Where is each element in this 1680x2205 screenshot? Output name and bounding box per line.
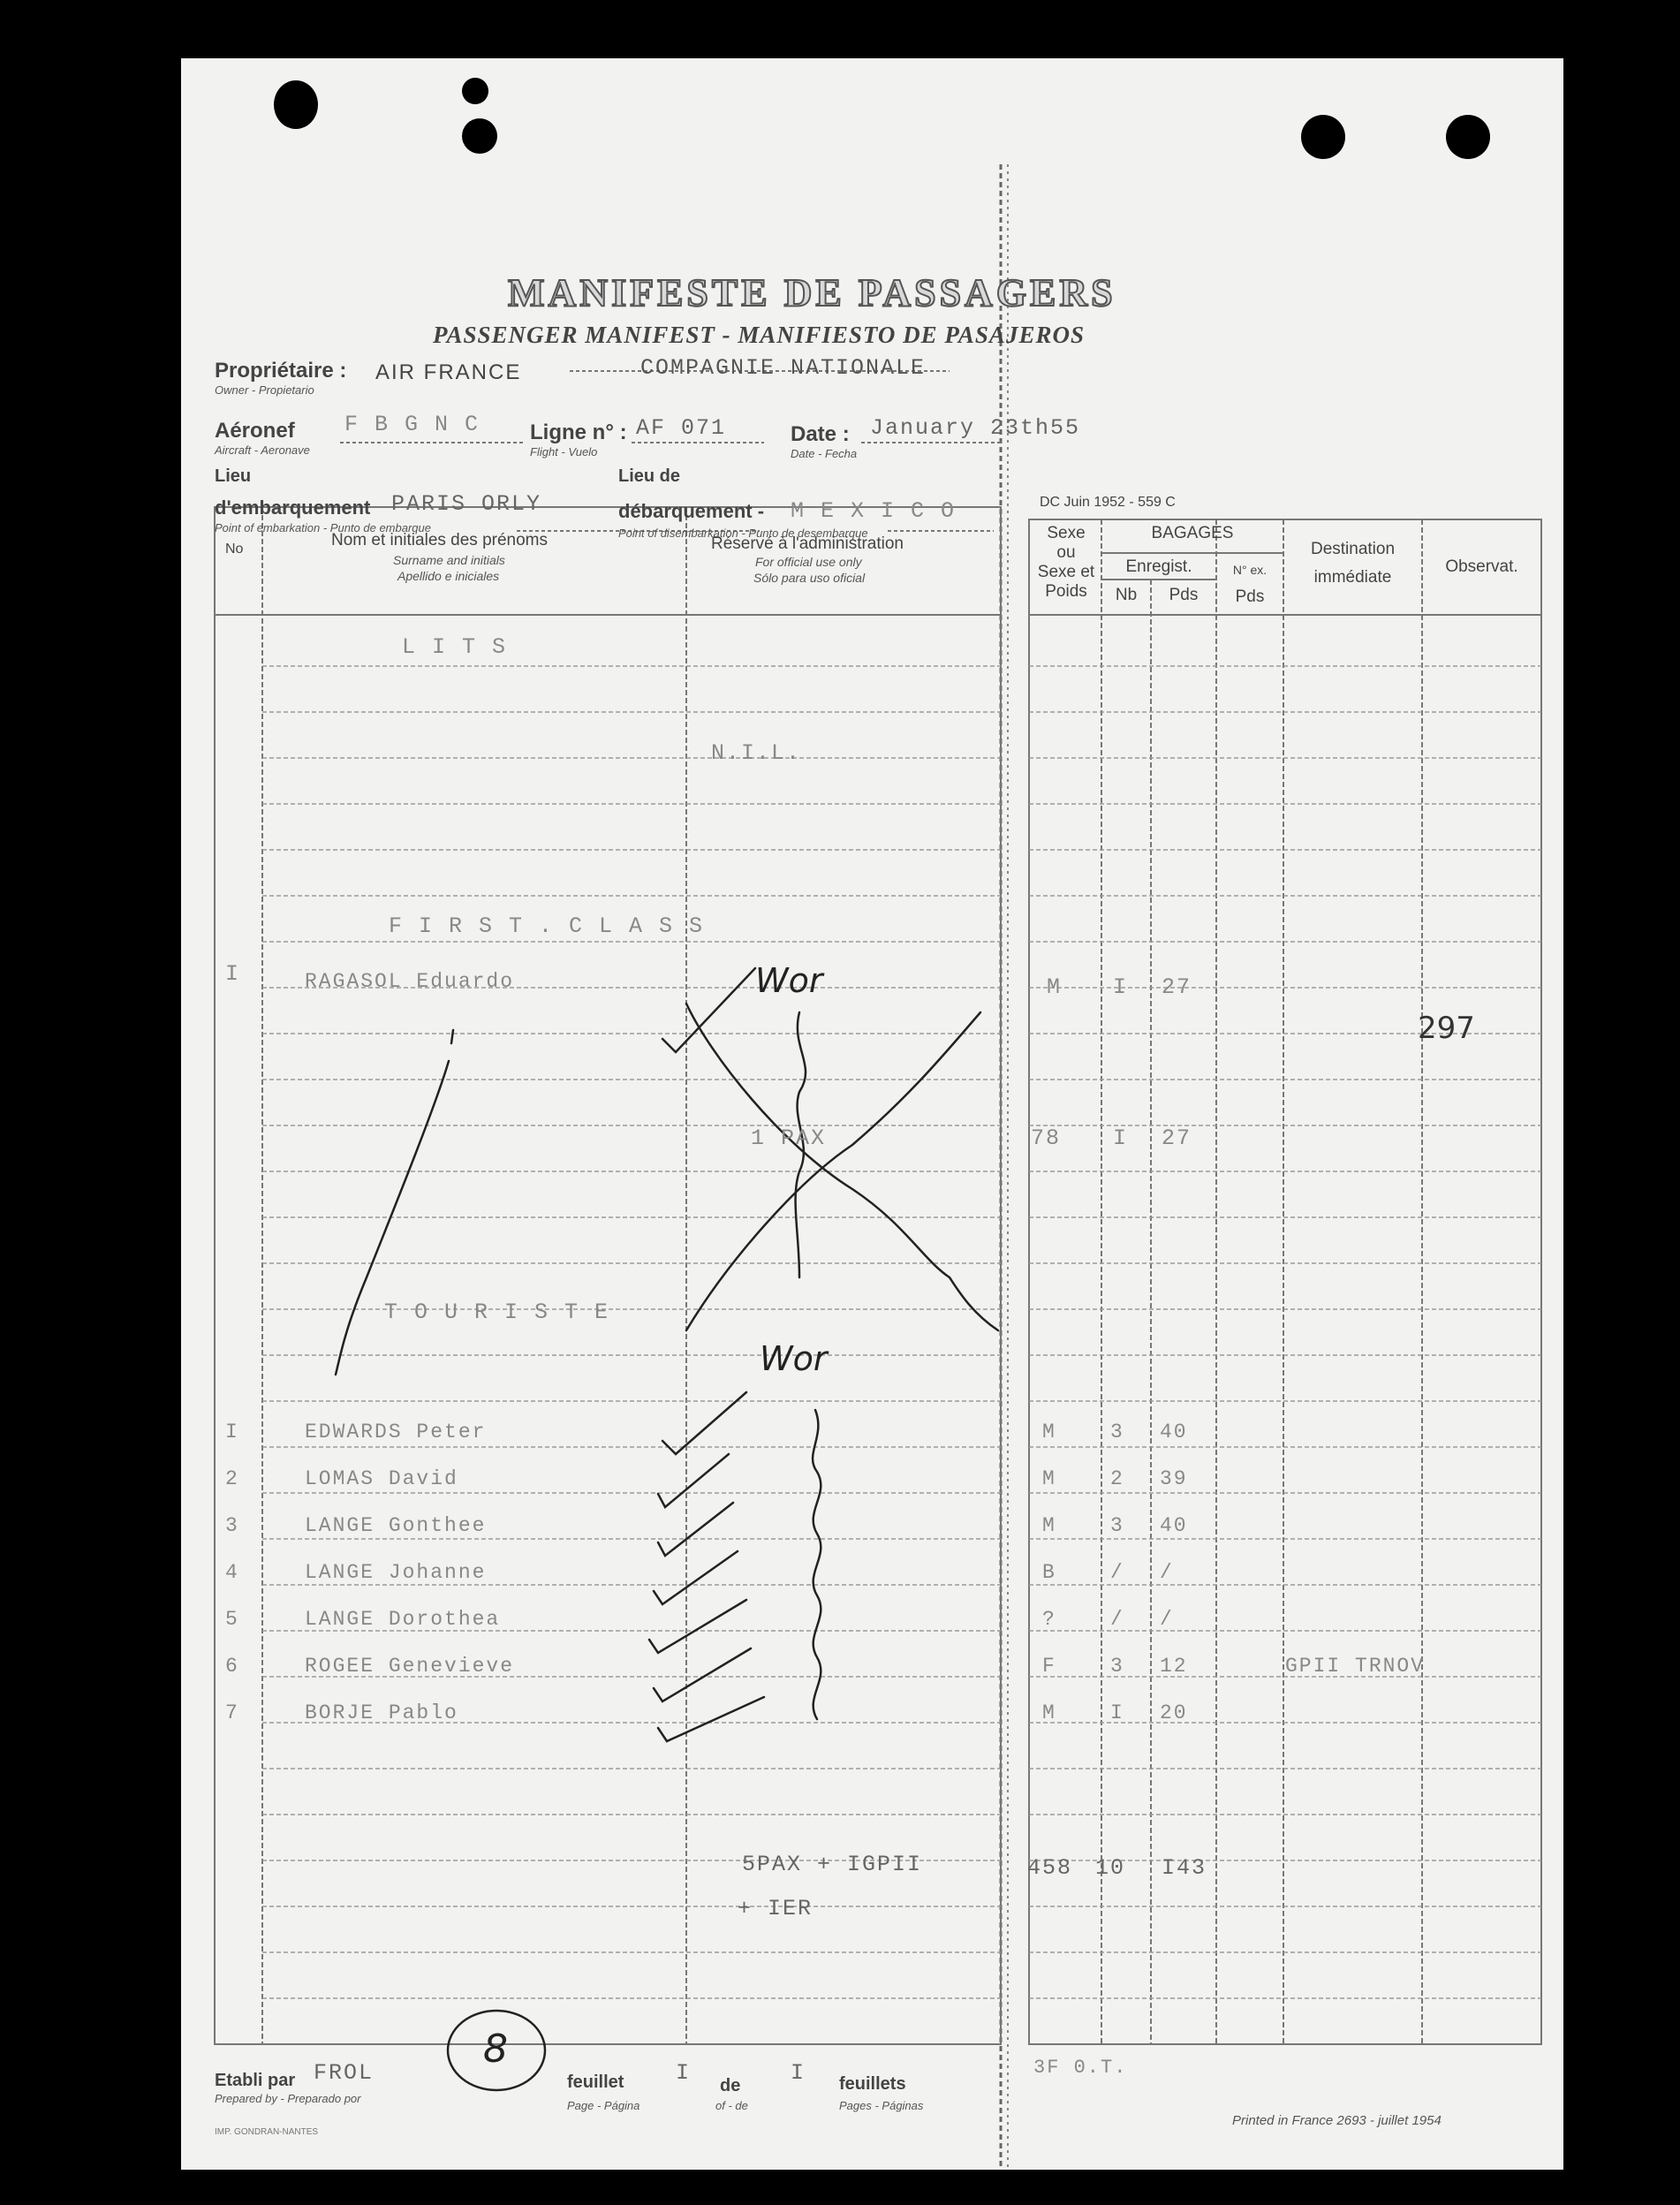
embark-sub: Point of embarkation - Punto de embarque — [215, 521, 431, 534]
printed-in-france: Printed in France 2693 - juillet 1954 — [1232, 2113, 1442, 2128]
circled-number: 8 — [483, 2027, 508, 2072]
first-class-nb: I — [1113, 974, 1129, 1000]
tourist-row-name: BORJE Pablo — [305, 1701, 458, 1724]
tourist-row-sex: ? — [1042, 1608, 1056, 1631]
col-ex-pds: Pds — [1235, 587, 1265, 606]
col-admin-sub2: Sólo para uso oficial — [753, 571, 866, 585]
tourist-row-no: 7 — [225, 1701, 239, 1724]
tourist-row-nb: 3 — [1110, 1514, 1124, 1537]
col-dest-1: Destination — [1310, 540, 1396, 558]
section-lits: L I T S — [402, 634, 508, 660]
tourist-row-sex: M — [1042, 1421, 1056, 1443]
tourist-row-name: LANGE Dorothea — [305, 1608, 501, 1631]
disembark-sub: Point of disembarkation - Punto de desembarque — [618, 527, 868, 540]
tourist-row-nb: 3 — [1110, 1421, 1124, 1443]
owner-name: AIR FRANCE — [375, 360, 522, 384]
sheet-value: I — [676, 2060, 692, 2086]
tourist-row-pds: / — [1160, 1561, 1174, 1584]
aircraft-sub: Aircraft - Aeronave — [215, 443, 310, 457]
col-name-sub2: Apellido e iniciales — [397, 569, 500, 583]
first-class-total-pds: 27 — [1162, 1125, 1192, 1151]
prepared-label: Etabli par — [215, 2071, 296, 2090]
tourist-row-sex: M — [1042, 1467, 1056, 1490]
manifest-sheet — [181, 58, 1563, 2170]
form-title: MANIFESTE DE PASSAGERS — [508, 271, 1116, 314]
col-name-sub1: Surname and initials — [393, 553, 505, 567]
totals-nb: 10 — [1095, 1855, 1126, 1881]
first-class-sex: M — [1047, 974, 1063, 1000]
col-baggage: BAGAGES — [1151, 524, 1234, 542]
tourist-row-no: 2 — [225, 1467, 239, 1490]
tourist-row-name: ROGEE Genevieve — [305, 1655, 515, 1678]
handwritten-wor-2: Wor — [760, 1339, 828, 1378]
first-class-observ: 297 — [1418, 1011, 1475, 1046]
first-class-total-nb: I — [1113, 1125, 1129, 1151]
tourist-row-name: LANGE Gonthee — [305, 1514, 487, 1537]
flight-label: Ligne n° : — [530, 421, 627, 444]
tourist-row-pds: 40 — [1160, 1514, 1188, 1537]
company-name: COMPAGNIE NATIONALE — [640, 355, 927, 381]
tourist-row-no: 3 — [225, 1514, 239, 1537]
section-nil: N.I.L. — [711, 740, 802, 766]
tourist-row-name: LANGE Johanne — [305, 1561, 487, 1584]
first-class-name: RAGASOL Eduardo — [305, 970, 515, 993]
pages-sub: Pages - Páginas — [839, 2099, 924, 2112]
tourist-row-sex: F — [1042, 1655, 1056, 1678]
tourist-row-nb: 3 — [1110, 1655, 1124, 1678]
sheet-label: feuillet — [567, 2072, 624, 2092]
disembark-label-1: Lieu de — [618, 466, 681, 486]
col-sex-4: Poids — [1045, 582, 1087, 601]
totals-admin-2: + IER — [738, 1896, 814, 1921]
flight-sub: Flight - Vuelo — [530, 445, 598, 458]
first-class-total-admin: 1 PAX — [751, 1125, 827, 1151]
tourist-row-pds: 40 — [1160, 1421, 1188, 1443]
tourist-row-pds: 20 — [1160, 1701, 1188, 1724]
tourist-row-sex: M — [1042, 1514, 1056, 1537]
section-first-class: F I R S T . C L A S S — [389, 913, 705, 939]
col-observ: Observat. — [1445, 557, 1518, 576]
tourist-row-no: 6 — [225, 1655, 239, 1678]
printer-note: IMP. GONDRAN-NANTES — [215, 2127, 319, 2137]
tourist-row-name: EDWARDS Peter — [305, 1421, 487, 1443]
tourist-row-nb: 2 — [1110, 1467, 1124, 1490]
of-label: de — [720, 2076, 741, 2095]
col-ex-no: N° ex. — [1232, 563, 1268, 577]
col-sex-2: ou — [1056, 543, 1076, 562]
first-class-pds: 27 — [1162, 974, 1192, 1000]
handwritten-wor-1: Wor — [755, 961, 823, 1000]
of-value: I — [791, 2060, 806, 2086]
col-admin: Réservé à l'administration — [711, 534, 904, 553]
tourist-row-nb: / — [1110, 1608, 1124, 1631]
tourist-row-sex: M — [1042, 1701, 1056, 1724]
col-reg-pds: Pds — [1169, 586, 1199, 604]
embark-label-1: Lieu — [215, 466, 252, 486]
col-no: No — [225, 542, 244, 557]
section-touriste: T O U R I S T E — [384, 1300, 610, 1325]
prepared-sub: Prepared by - Preparado por — [215, 2092, 361, 2105]
tourist-row-name: LOMAS David — [305, 1467, 458, 1490]
date-value: January 23th55 — [870, 415, 1081, 441]
aircraft-label: Aéronef — [215, 419, 295, 443]
stamp-text: 3F 0.T. — [1033, 2057, 1128, 2079]
tourist-row-no: 4 — [225, 1561, 239, 1584]
disembark-value: M E X I C O — [791, 498, 957, 524]
of-sub: of - de — [715, 2099, 748, 2112]
totals-sex: 458 — [1027, 1855, 1073, 1881]
disembark-label-2: débarquement - — [618, 500, 765, 522]
embark-label-2: d'embarquement — [215, 496, 371, 519]
first-class-no: I — [225, 961, 241, 987]
tourist-row-dest: GPII TRNOV — [1285, 1655, 1426, 1678]
col-dest-2: immédiate — [1313, 568, 1392, 587]
col-sex-1: Sexe — [1047, 524, 1086, 542]
tourist-row-no: 5 — [225, 1608, 239, 1631]
flight-value: AF 071 — [636, 415, 727, 441]
col-sex-3: Sexe et — [1037, 563, 1095, 581]
col-reg-nb: Nb — [1115, 586, 1138, 604]
form-reference: DC Juin 1952 - 559 C — [1040, 495, 1176, 510]
page-sub: Page - Página — [567, 2099, 640, 2112]
date-sub: Date - Fecha — [791, 447, 858, 460]
tourist-row-pds: / — [1160, 1608, 1174, 1631]
tourist-row-nb: I — [1110, 1701, 1124, 1724]
tourist-row-no: I — [225, 1421, 239, 1443]
date-label: Date : — [791, 422, 850, 446]
embark-value: PARIS ORLY — [391, 491, 542, 517]
totals-admin-1: 5PAX + IGPII — [742, 1852, 923, 1877]
tourist-row-pds: 39 — [1160, 1467, 1188, 1490]
sheets-label: feuillets — [839, 2074, 906, 2094]
col-name: Nom et initiales des prénoms — [331, 531, 548, 549]
owner-sub: Owner - Propietario — [215, 383, 314, 397]
prepared-value: FROL — [314, 2060, 375, 2086]
tourist-row-nb: / — [1110, 1561, 1124, 1584]
col-registered: Enregist. — [1125, 557, 1192, 576]
tourist-row-sex: B — [1042, 1561, 1056, 1584]
totals-pds: I43 — [1162, 1855, 1207, 1881]
form-subtitle: PASSENGER MANIFEST - MANIFIESTO DE PASAJEROS — [433, 322, 1085, 348]
first-class-total-sex: 78 — [1031, 1125, 1062, 1151]
col-admin-sub1: For official use only — [755, 555, 862, 569]
owner-label: Propriétaire : — [215, 359, 347, 383]
aircraft-value: F B G N C — [344, 412, 481, 437]
tourist-row-pds: 12 — [1160, 1655, 1188, 1678]
